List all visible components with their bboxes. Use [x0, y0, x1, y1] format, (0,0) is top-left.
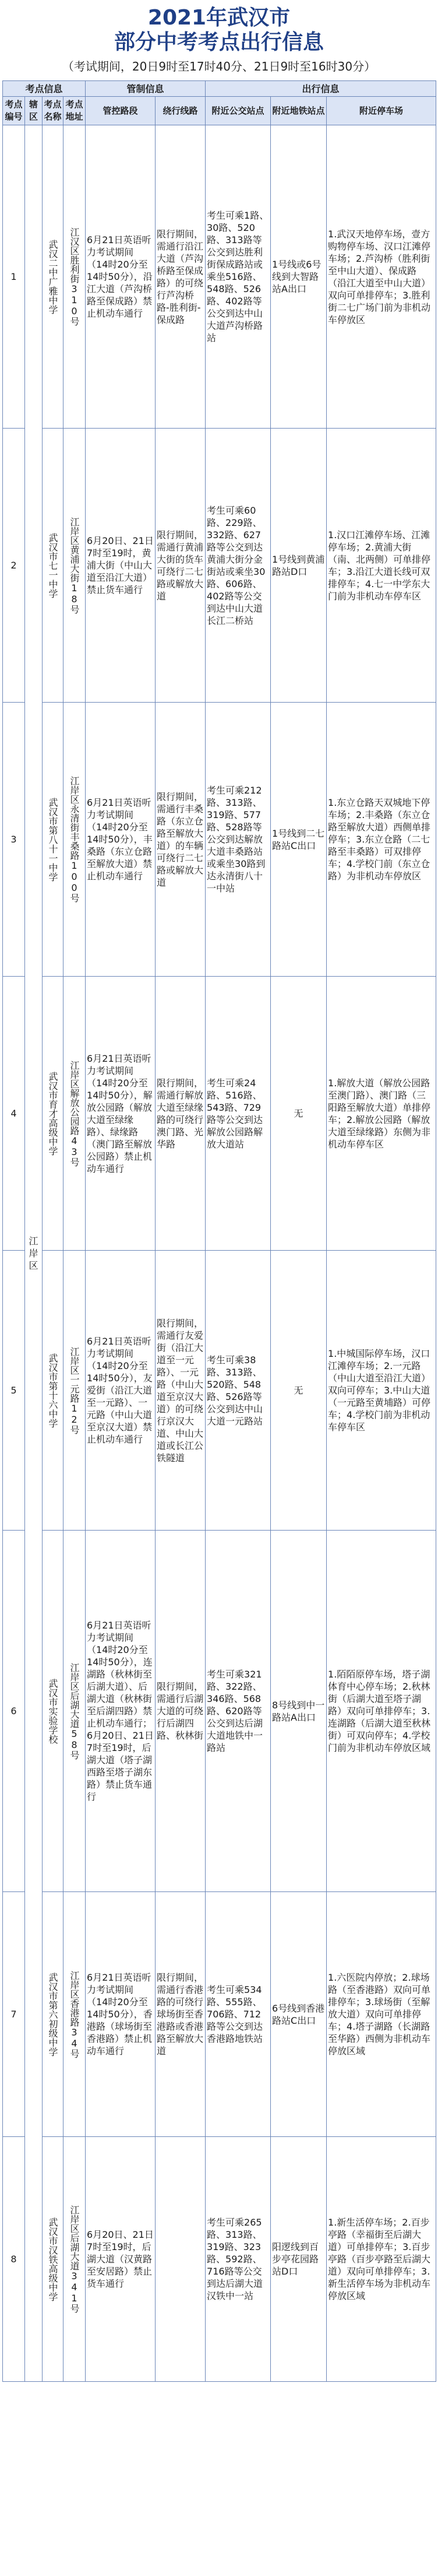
bus-stops: 考生可乘60路、229路、332路、627路等公交到达黄浦大街分金街站或乘坐30路、606路、402路等公交到达中山大道长江二桥站: [206, 429, 271, 703]
table-row: [3, 125, 436, 429]
district-cell: 江岸区: [25, 125, 43, 2382]
metro-station: 1号线或6号线到大智路站A出口: [271, 125, 327, 429]
site-number: 3: [3, 703, 25, 977]
site-number: 2: [3, 429, 25, 703]
controlled-road: 6月21日英语听力考试期间（14时20分至14时50分），友爱街（沿江大道至一元路）、一元路（中山大道至京汉大道）禁止机动车通行: [86, 1251, 156, 1531]
exam-period-subtitle: （考试期间，20日9时至17时40分、21日9时至16时30分）: [62, 59, 376, 73]
bus-stops: 考生可乘321路、322路、346路、568路、620路等公交到达后湖大道地铁中一路站: [206, 1531, 271, 1892]
col-header-bus: 附近公交站点: [206, 97, 271, 125]
page-title-line1: 2021年武汉市: [147, 6, 291, 30]
detour-route: 限行期间，需通行沿江大道（芦沟桥路至保成路）的可绕行芦沟桥路-胜利街-保成路: [156, 125, 206, 429]
site-name: 武汉市第十六中学: [43, 1251, 63, 1531]
metro-station: 无: [271, 1251, 327, 1531]
parking-info: 1.六医院内停放；2.球场路（至香港路）双向可单排停车；3.球场街（至解放大道）双向可单排停车；4.塔子湖路（长湖路至华路）西侧为非机动车停放区域: [327, 1892, 436, 2137]
metro-station: 8号线到中一路站A出口: [271, 1531, 327, 1892]
parking-info: 1.新生活停车场；2.百步亭路（幸福街至后湖大道）可单排停车；3.百步亭路（百步亭路至后湖大道）双向可单排停车；3.新生活停车场为非机动车停放区域: [327, 2137, 436, 2382]
site-name: 武汉市七一中学: [43, 429, 63, 703]
parking-info: 1.陌陌原停车场，塔子湖体育中心停车场；2.秋林街（后湖大道至塔子湖路）双向可单排停车；3.连湖路（后湖大道至秋林街）可双向停车；4.学校门前为非机动车停放区域: [327, 1531, 436, 1892]
detour-route: 限行期间，需通行友爱街（沿江大道至一元路）、一元路（中山大道至京汉大道）的可绕行京汉大道、中山大道或长江公铁隧道: [156, 1251, 206, 1531]
table-row: [3, 1251, 436, 1531]
col-header-detour: 绕行线路: [156, 97, 206, 125]
metro-station: 1号线到二七路站C出口: [271, 703, 327, 977]
bus-stops: 考生可乘38路、313路、520路、548路、526路等公交到达中山大道一元路站: [206, 1251, 271, 1531]
group-header-exam-info: 考点信息: [3, 81, 86, 97]
site-address: 江岸区后湖大道58号: [63, 1531, 86, 1892]
detour-route: 限行期间，需通行丰桑路（东立仓路至解放大道）的车辆可绕行二七路或解放大道: [156, 703, 206, 977]
table-row: [3, 703, 436, 977]
site-name: 武汉市汉铁高级中学: [43, 2137, 63, 2382]
site-name: 武汉市育才高级中学: [43, 977, 63, 1251]
site-number: 8: [3, 2137, 25, 2382]
site-address: 江岸区香港路34号: [63, 1892, 86, 2137]
site-number: 1: [3, 125, 25, 429]
page-title-line2: 部分中考考点出行信息: [114, 30, 324, 54]
parking-info: 1.解放大道（解放公园路至澳门路）、澳门路（三阳路至解放大道）单排停车；2.解放公园路（解放大道至绿缘路）东侧为非机动车停车区: [327, 977, 436, 1251]
table-row: [3, 1892, 436, 2137]
site-name: 武汉二中广雅中学: [43, 125, 63, 429]
detour-route: 限行期间，需通行黄浦大街的货车可绕行二七路或解放大道: [156, 429, 206, 703]
table-row: [3, 429, 436, 703]
site-address: 江岸区黄浦大街18号: [63, 429, 86, 703]
parking-info: 1.东立仓路天双城地下停车场；2.丰桑路（东立仓路至解放大道）西侧单排停车；3.东立仓路（二七路至丰桑路）可双排停车；4.学校门前（东立仓路）为非机动车停放区: [327, 703, 436, 977]
col-header-metro: 附近地铁站点: [271, 97, 327, 125]
site-number: 4: [3, 977, 25, 1251]
col-header-district: 辖区: [25, 97, 43, 125]
controlled-road: 6月20日、21日7时至19时，后湖大道（汉黄路至安居路）禁止货车通行: [86, 2137, 156, 2382]
detour-route: 限行期间，需通行解放大道至绿缘路的可绕行澳门路、光华路: [156, 977, 206, 1251]
bus-stops: 考生可乘1路、30路、520路、313路等公交到达胜利街保成路站或乘坐516路、548路、526路、402路等公交到达中山大道芦沟桥路站: [206, 125, 271, 429]
metro-station: 无: [271, 977, 327, 1251]
site-address: 江岸区永清街丰桑路100号: [63, 703, 86, 977]
bus-stops: 考生可乘212路、313路、319路、577路、528路等公交到达解放大道丰桑路站或乘坐30路到达永清街八十一中站: [206, 703, 271, 977]
parking-info: 1.中城国际停车场，汉口江滩停车场；2.一元路（中山大道至沿江大道）双向可停车；3.中山大道（一元路至黄埔路）可停车；4.学校门前为非机动车停车区: [327, 1251, 436, 1531]
site-address: 江汉区胜利街310号: [63, 125, 86, 429]
controlled-road: 6月20日、21日7时至19时，黄浦大街（中山大道至沿江大道）禁止货车通行: [86, 429, 156, 703]
col-header-parking: 附近停车场: [327, 97, 436, 125]
site-address: 江岸区一元路12号: [63, 1251, 86, 1531]
table-row: [3, 977, 436, 1251]
exam-site-table: [2, 80, 436, 2382]
controlled-road: 6月21日英语听力考试期间（14时20分至14时50分），解放公园路（解放大道至绿缘路）、绿缘路（澳门路至解放公园路）禁止机动车通行: [86, 977, 156, 1251]
site-name: 武汉市实验学校: [43, 1531, 63, 1892]
bus-stops: 考生可乘265路、313路、319路、323路、592路、716路等公交到达后湖大道汉铁中一站: [206, 2137, 271, 2382]
site-number: 7: [3, 1892, 25, 2137]
site-address: 江岸区后湖大道341号: [63, 2137, 86, 2382]
table-row: [3, 1531, 436, 1892]
bus-stops: 考生可乘534路、555路、706路、712路等公交到达香港路地铁站: [206, 1892, 271, 2137]
bus-stops: 考生可乘24路、516路、543路、729路等公交到达解放公园路解放大道站: [206, 977, 271, 1251]
controlled-road: 6月21日英语听力考试期间（14时20分至14时50分），丰桑路（东立仓路至解放大道）禁止机动车通行: [86, 703, 156, 977]
site-address: 江岸区解放公园路43号: [63, 977, 86, 1251]
site-name: 武汉市第六初级中学: [43, 1892, 63, 2137]
controlled-road: 6月21日英语听力考试期间（14时20分至14时50分），连湖路（秋林街至后湖大道）、后湖大道（秋林街至后湖四路）禁止机动车通行；6月20日、21日7时至19时，后湖大道（塔子湖西路至塔子湖东路）禁止货车通行: [86, 1531, 156, 1892]
group-header-travel: 出行信息: [206, 81, 436, 97]
metro-station: 1号线到黄浦路站D口: [271, 429, 327, 703]
table-row: [3, 2137, 436, 2382]
metro-station: 阳逻线到百步亭花园路站D口: [271, 2137, 327, 2382]
col-header-road: 管控路段: [86, 97, 156, 125]
metro-station: 6号线到香港路站C出口: [271, 1892, 327, 2137]
detour-route: 限行期间，需通行香港路的可绕行球场街至香港路或香港路至解放大道: [156, 1892, 206, 2137]
col-header-name: 考点名称: [43, 97, 63, 125]
col-header-no: 考点编号: [3, 97, 25, 125]
site-name: 武汉市第八十一中学: [43, 703, 63, 977]
controlled-road: 6月21日英语听力考试期间（14时20分至14时50分），香港路（球场街至香港路）禁止机动车通行: [86, 1892, 156, 2137]
controlled-road: 6月21日英语听力考试期间（14时20分至14时50分），沿江大道（芦沟桥路至保成路）禁止机动车通行: [86, 125, 156, 429]
parking-info: 1.汉口江滩停车场、江滩停车场；2.黄浦大街（南、北两侧）可单排停车；3.沿江大道长线可双排停车；4.七一中学东大门前为非机动车停车区: [327, 429, 436, 703]
parking-info: 1.武汉天地停车场，壹方购物停车场、汉口江滩停车场；2.芦沟桥（胜利街至中山大道）、保成路（沿江大道至中山大道）双向可单排停车；3.胜利街二七广场门前为非机动车停放区: [327, 125, 436, 429]
site-number: 5: [3, 1251, 25, 1531]
group-header-control: 管制信息: [86, 81, 206, 97]
col-header-address: 考点地址: [63, 97, 86, 125]
site-number: 6: [3, 1531, 25, 1892]
detour-route: [156, 2137, 206, 2382]
detour-route: 限行期间，需通行后湖大道的可绕行后湖四路、秋林街: [156, 1531, 206, 1892]
